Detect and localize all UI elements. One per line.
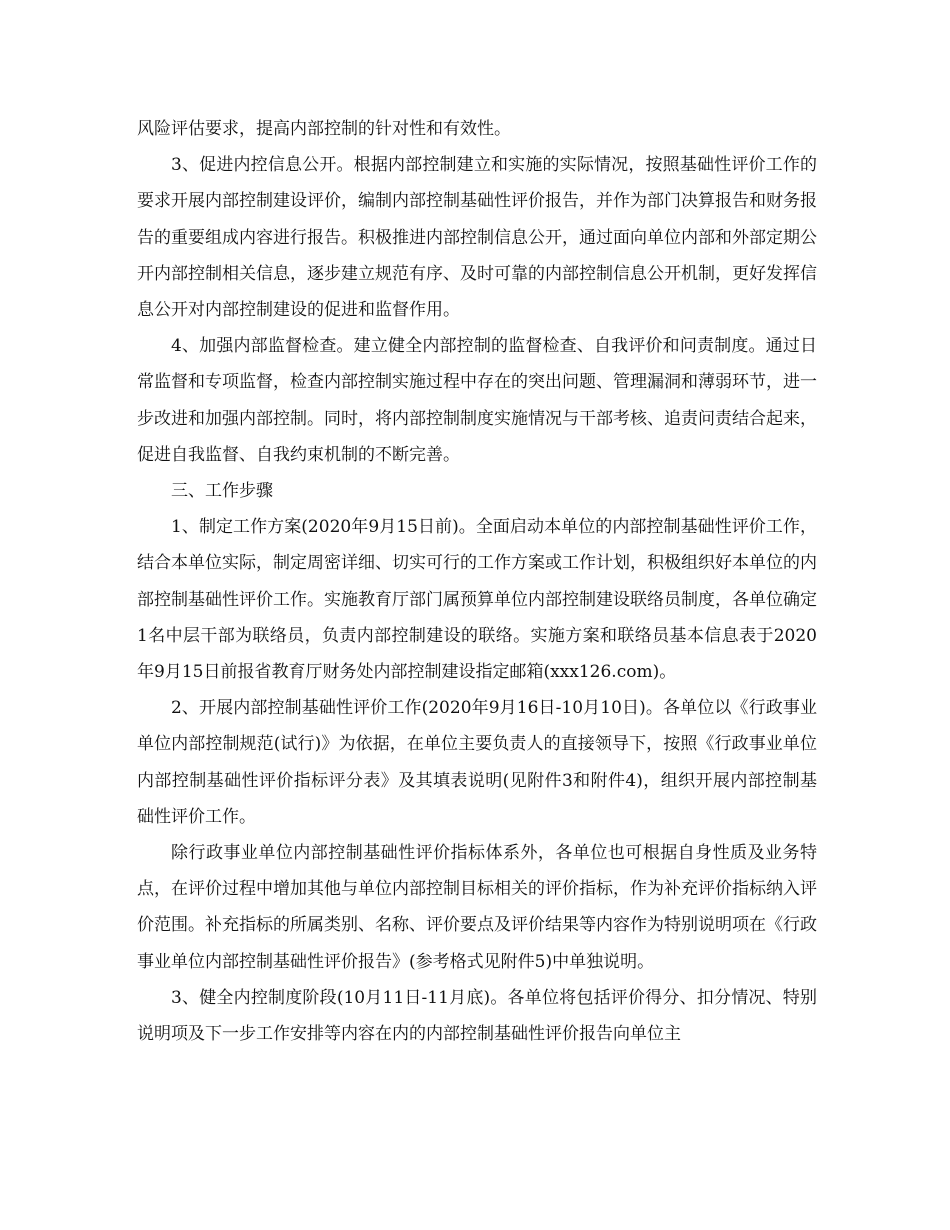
- paragraph-step-3: 3、健全内控制度阶段(10月11日-11月底)。各单位将包括评价得分、扣分情况、特别说明项及下一步工作安排等内容在内的内部控制基础性评价报告向单位主: [137, 987, 817, 1045]
- paragraph-supplement: 除行政事业单位内部控制基础性评价指标体系外，各单位也可根据自身性质及业务特点，在评价过程中增加其他与单位内部控制目标相关的评价指标，作为补充评价指标纳入评价范围。补充指标的所属类别、名称、评价要点及评价结果等内容作为特别说明项在《行政事业单位内部控制基础性评价报告》(参考格式见附件5)中单独说明。: [137, 843, 817, 972]
- paragraph-continuation: 风险评估要求，提高内部控制的针对性和有效性。: [137, 119, 511, 139]
- paragraph-step-2: 2、开展内部控制基础性评价工作(2020年9月16日-10月10日)。各单位以《行政事业单位内部控制规范(试行)》为依据，在单位主要负责人的直接领导下，按照《行政事业单位内部控制基础性评价指标评分表》及其填表说明(见附件3和附件4)，组织开展内部控制基础性评价工作。: [137, 698, 817, 827]
- paragraph-item-4: 4、加强内部监督检查。建立健全内部控制的监督检查、自我评价和问责制度。通过日常监督和专项监督，检查内部控制实施过程中存在的突出问题、管理漏洞和薄弱环节，进一步改进和加强内部控制。同时，将内部控制制度实施情况与干部考核、追责问责结合起来，促进自我监督、自我约束机制的不断完善。: [137, 336, 817, 465]
- paragraph-item-3: 3、促进内控信息公开。根据内部控制建立和实施的实际情况，按照基础性评价工作的要求开展内部控制建设评价，编制内部控制基础性评价报告，并作为部门决算报告和财务报告的重要组成内容进行报告。积极推进内部控制信息公开，通过面向单位内部和外部定期公开内部控制相关信息，逐步建立规范有序、及时可靠的内部控制信息公开机制，更好发挥信息公开对内部控制建设的促进和监督作用。: [137, 155, 817, 321]
- document-body: [137, 111, 817, 1052]
- paragraph-step-1: 1、制定工作方案(2020年9月15日前)。全面启动本单位的内部控制基础性评价工作，结合本单位实际，制定周密详细、切实可行的工作方案或工作计划，积极组织好本单位的内部控制基础性评价工作。实施教育厅部门属预算单位内部控制建设联络员制度，各单位确定1名中层干部为联络员，负责内部控制建设的联络。实施方案和联络员基本信息表于2020年9月15日前报省教育厅财务处内部控制建设指定邮箱(xxx126.com)。: [137, 517, 817, 683]
- section-heading: 三、工作步骤: [171, 481, 273, 502]
